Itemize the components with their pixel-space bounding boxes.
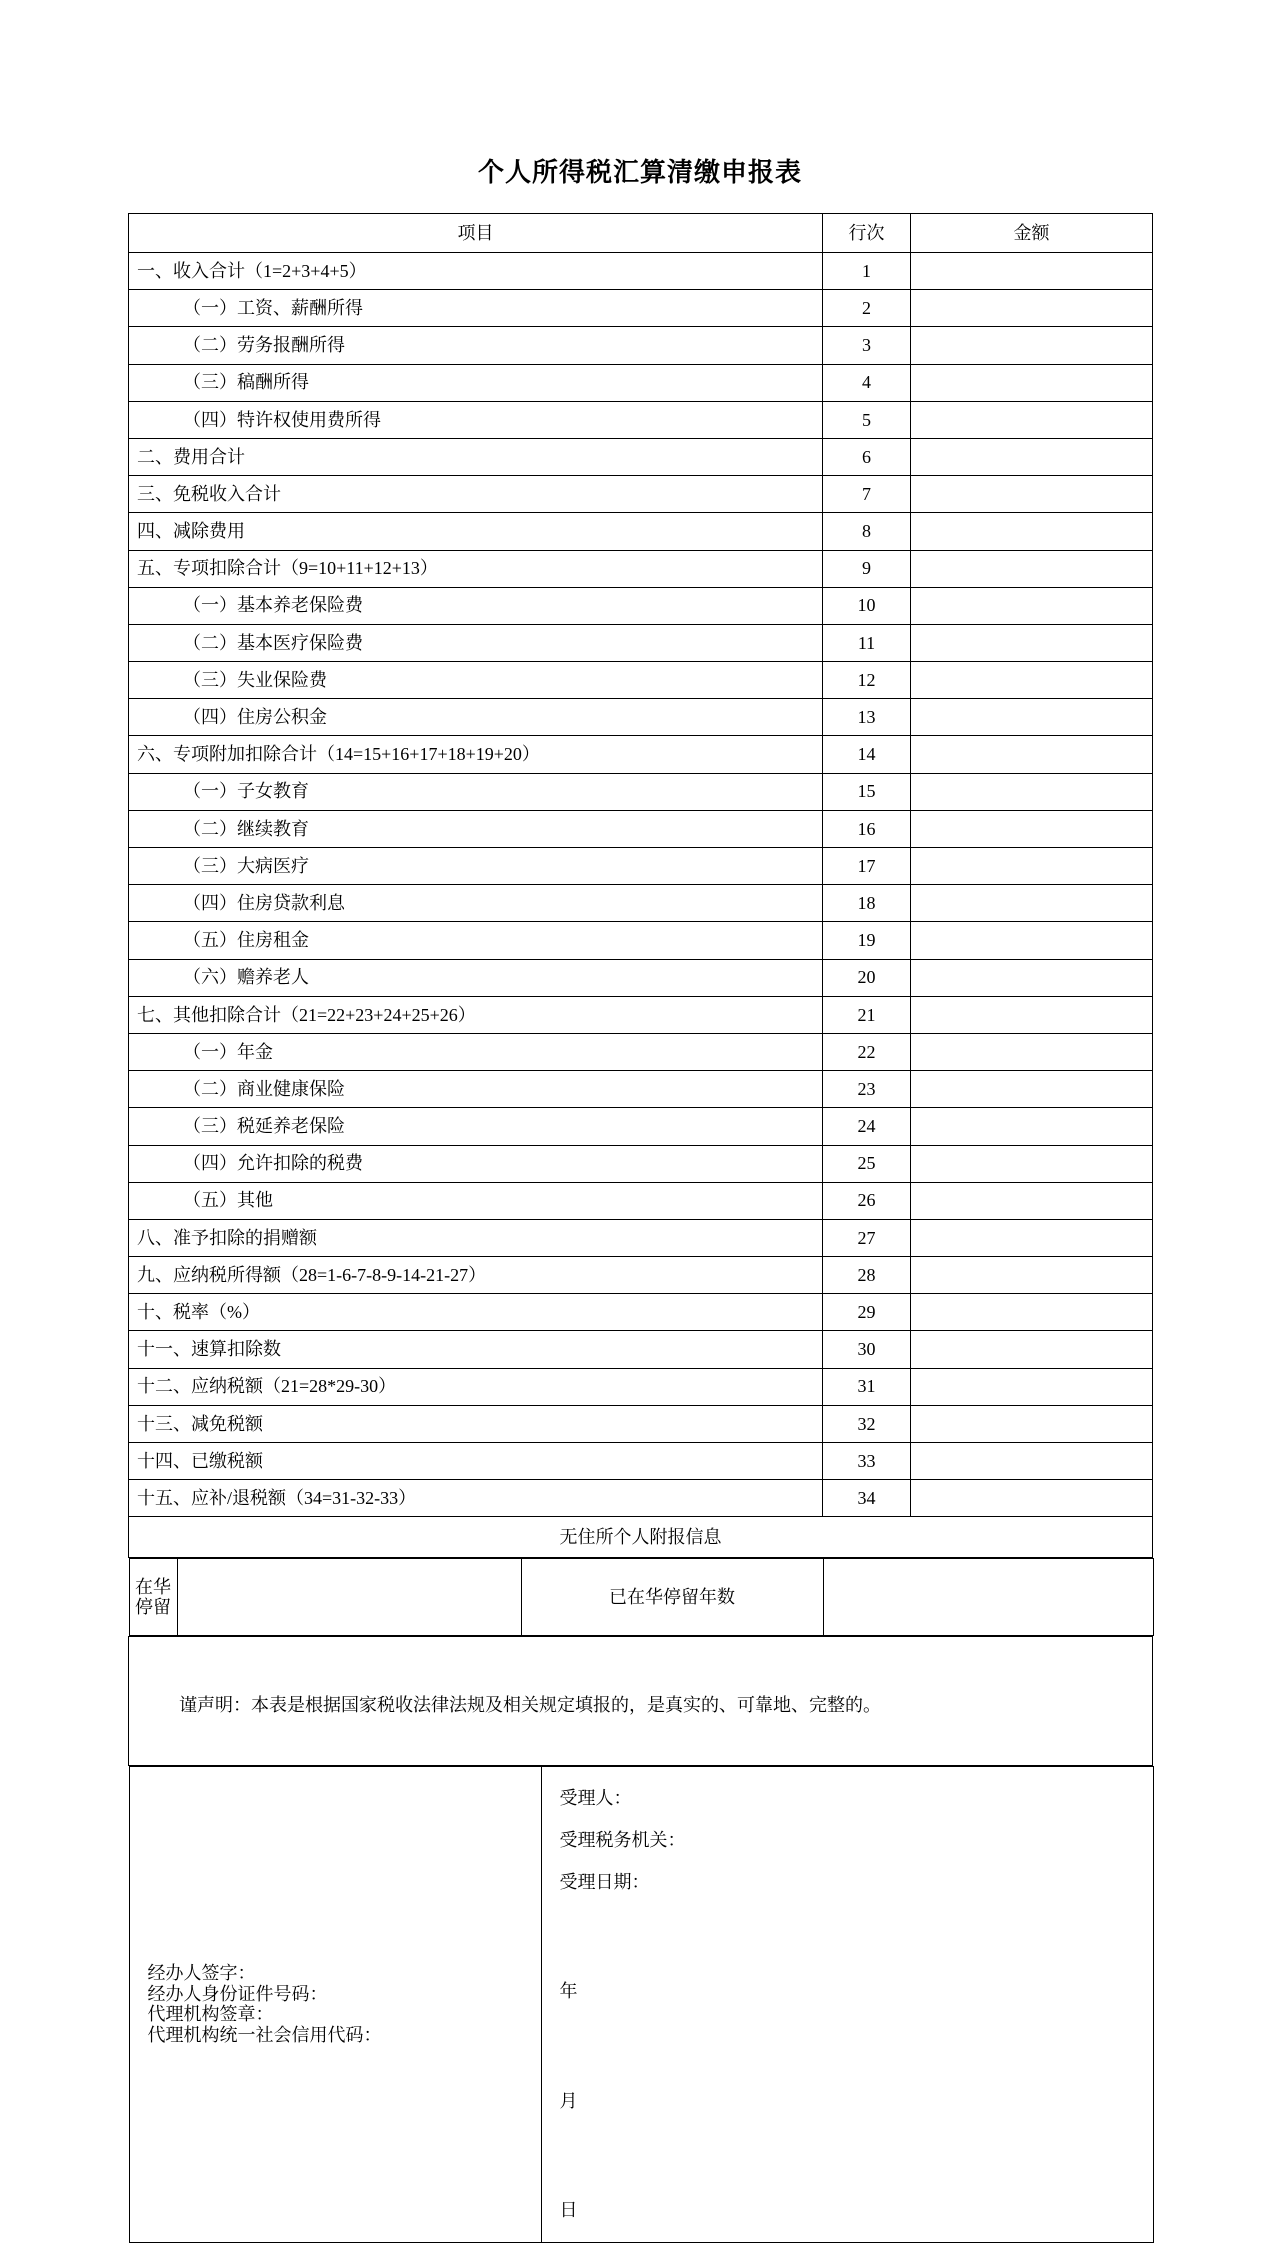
row-amount-input[interactable] [911,1182,1153,1219]
declaration-text: 谨声明：本表是根据国家税收法律法规及相关规定填报的，是真实的、可靠地、完整的。 [179,1695,881,1716]
row-line-number: 29 [823,1294,911,1331]
row-line-number: 30 [823,1331,911,1368]
table-header-row [129,214,1153,253]
declaration-block [129,1637,1153,1766]
row-line-number: 10 [823,587,911,624]
row-line-number: 18 [823,885,911,922]
agency-credit-code-label[interactable]: 代理机构统一社会信用代码： [147,2025,382,2046]
row-amount-input[interactable] [911,959,1153,996]
stay-info-row [129,1558,1153,1637]
table-row [129,1368,1153,1405]
years-stayed-label: 已在华停留年数 [521,1559,823,1636]
row-amount-input[interactable] [911,1219,1153,1256]
agent-signature-label[interactable]: 经办人签字： [147,1963,256,1984]
row-amount-input[interactable] [911,736,1153,773]
table-row [129,1331,1153,1368]
row-line-number: 22 [823,1033,911,1070]
table-row [129,699,1153,736]
receive-date-label: 受理日期： [559,1871,650,1892]
row-line-number: 21 [823,996,911,1033]
table-row [129,1405,1153,1442]
row-line-number: 19 [823,922,911,959]
column-header-line: 行次 [823,214,911,253]
table-row [129,364,1153,401]
row-item-label: 十二、应纳税额（21=28*29-30） [129,1368,823,1405]
row-line-number: 34 [823,1480,911,1517]
row-amount-input[interactable] [911,550,1153,587]
declaration-row [129,1637,1153,1766]
row-line-number: 14 [823,736,911,773]
row-item-label: 一、收入合计（1=2+3+4+5） [129,253,823,290]
row-line-number: 33 [823,1443,911,1480]
row-amount-input[interactable] [911,476,1153,513]
row-amount-input[interactable] [911,401,1153,438]
row-line-number: 17 [823,848,911,885]
row-line-number: 12 [823,662,911,699]
stay-in-china-label [129,1559,177,1636]
receiving-authority-label[interactable]: 受理税务机关： [559,1830,686,1851]
table-row [129,885,1153,922]
table-row [129,922,1153,959]
row-item-label: 三、免税收入合计 [129,476,823,513]
row-item-label: （一）工资、薪酬所得 [129,290,823,327]
row-amount-input[interactable] [911,1405,1153,1442]
row-line-number: 9 [823,550,911,587]
row-item-label: （四）住房贷款利息 [129,885,823,922]
row-item-label: （五）住房租金 [129,922,823,959]
row-amount-input[interactable] [911,1071,1153,1108]
day-unit: 日 [559,2199,578,2220]
row-item-label: 十四、已缴税额 [129,1443,823,1480]
stay-in-china-value[interactable] [177,1559,521,1636]
table-row [129,773,1153,810]
row-item-label: 十、税率（%） [129,1294,823,1331]
table-row [129,476,1153,513]
tax-declaration-table [128,213,1153,2243]
row-item-label: （三）税延养老保险 [129,1108,823,1145]
table-row [129,624,1153,661]
month-unit: 月 [559,2090,578,2111]
years-stayed-value[interactable] [823,1559,1153,1636]
table-row [129,848,1153,885]
row-line-number: 6 [823,438,911,475]
row-amount-input[interactable] [911,253,1153,290]
row-line-number: 1 [823,253,911,290]
row-item-label: 十三、减免税额 [129,1405,823,1442]
stay-label-line-2: 停留 [135,1597,171,1618]
row-line-number: 4 [823,364,911,401]
table-row [129,959,1153,996]
row-line-number: 2 [823,290,911,327]
row-line-number: 32 [823,1405,911,1442]
row-amount-input[interactable] [911,1368,1153,1405]
row-amount-input[interactable] [911,364,1153,401]
receive-date-line[interactable] [560,1872,1153,2221]
table-row [129,1294,1153,1331]
table-row [129,1443,1153,1480]
table-row [129,550,1153,587]
page-title: 个人所得税汇算清缴申报表 [477,158,802,187]
row-item-label: 十一、速算扣除数 [129,1331,823,1368]
row-item-label: （四）允许扣除的税费 [129,1145,823,1182]
table-row [129,662,1153,699]
table-row [129,1108,1153,1145]
row-amount-input[interactable] [911,290,1153,327]
agency-seal-label[interactable]: 代理机构签章： [147,2004,274,2025]
row-item-label: 二、费用合计 [129,438,823,475]
row-item-label: （一）基本养老保险费 [129,587,823,624]
nonresident-section-row [129,1517,1153,1558]
row-line-number: 13 [823,699,911,736]
row-amount-input[interactable] [911,1145,1153,1182]
row-line-number: 27 [823,1219,911,1256]
row-amount-input[interactable] [911,1480,1153,1517]
row-line-number: 11 [823,624,911,661]
table-row [129,1182,1153,1219]
row-amount-input[interactable] [911,662,1153,699]
row-item-label: 八、准予扣除的捐赠额 [129,1219,823,1256]
row-amount-input[interactable] [911,327,1153,364]
table-row [129,290,1153,327]
row-item-label: （四）住房公积金 [129,699,823,736]
row-item-label: （六）赡养老人 [129,959,823,996]
row-item-label: （二）基本医疗保险费 [129,624,823,661]
column-header-item: 项目 [129,214,823,253]
table-row [129,1071,1153,1108]
row-line-number: 23 [823,1071,911,1108]
table-row [129,996,1153,1033]
row-line-number: 16 [823,810,911,847]
row-item-label: 七、其他扣除合计（21=22+23+24+25+26） [129,996,823,1033]
row-item-label: （一）子女教育 [129,773,823,810]
row-item-label: （五）其他 [129,1182,823,1219]
row-item-label: （三）大病医疗 [129,848,823,885]
row-item-label: （一）年金 [129,1033,823,1070]
row-item-label: （三）稿酬所得 [129,364,823,401]
row-amount-input[interactable] [911,1108,1153,1145]
row-line-number: 28 [823,1257,911,1294]
row-amount-input[interactable] [911,513,1153,550]
row-amount-input[interactable] [911,1294,1153,1331]
stay-label-line-1: 在华 [135,1576,171,1597]
table-row [129,1480,1153,1517]
row-line-number: 24 [823,1108,911,1145]
row-item-label: （二）继续教育 [129,810,823,847]
row-item-label: （二）劳务报酬所得 [129,327,823,364]
table-row [129,327,1153,364]
row-amount-input[interactable] [911,848,1153,885]
table-row [129,1219,1153,1256]
row-item-label: （四）特许权使用费所得 [129,401,823,438]
row-line-number: 31 [823,1368,911,1405]
row-line-number: 25 [823,1145,911,1182]
row-line-number: 20 [823,959,911,996]
table-row [129,587,1153,624]
row-item-label: 四、减除费用 [129,513,823,550]
row-amount-input[interactable] [911,885,1153,922]
row-item-label: 六、专项附加扣除合计（14=15+16+17+18+19+20） [129,736,823,773]
row-line-number: 15 [823,773,911,810]
row-line-number: 7 [823,476,911,513]
row-amount-input[interactable] [911,1033,1153,1070]
table-row [129,253,1153,290]
row-amount-input[interactable] [911,438,1153,475]
row-amount-input[interactable] [911,773,1153,810]
row-item-label: 五、专项扣除合计（9=10+11+12+13） [129,550,823,587]
row-amount-input[interactable] [911,699,1153,736]
row-line-number: 3 [823,327,911,364]
row-amount-input[interactable] [911,1443,1153,1480]
row-line-number: 8 [823,513,911,550]
table-row [129,401,1153,438]
row-item-label: 九、应纳税所得额（28=1-6-7-8-9-14-21-27） [129,1257,823,1294]
receiving-block [541,1767,1153,2242]
table-row [129,1033,1153,1070]
agent-signature-block [129,1767,541,2242]
row-line-number: 5 [823,401,911,438]
table-row [129,513,1153,550]
year-unit: 年 [559,1981,578,2002]
row-amount-input[interactable] [911,1257,1153,1294]
receiver-label[interactable]: 受理人： [559,1788,632,1809]
row-item-label: 十五、应补/退税额（34=31-32-33） [129,1480,823,1517]
row-amount-input[interactable] [911,996,1153,1033]
row-item-label: （三）失业保险费 [129,662,823,699]
agent-id-number-label[interactable]: 经办人身份证件号码： [147,1983,328,2004]
column-header-amount: 金额 [911,214,1153,253]
table-row [129,736,1153,773]
row-line-number: 26 [823,1182,911,1219]
signature-row [129,1766,1153,2243]
row-amount-input[interactable] [911,624,1153,661]
table-row [129,438,1153,475]
row-amount-input[interactable] [911,810,1153,847]
row-amount-input[interactable] [911,587,1153,624]
row-amount-input[interactable] [911,1331,1153,1368]
table-row [129,1145,1153,1182]
table-row [129,1257,1153,1294]
row-item-label: （二）商业健康保险 [129,1071,823,1108]
row-amount-input[interactable] [911,922,1153,959]
nonresident-section-title: 无住所个人附报信息 [129,1517,1153,1558]
table-row [129,810,1153,847]
